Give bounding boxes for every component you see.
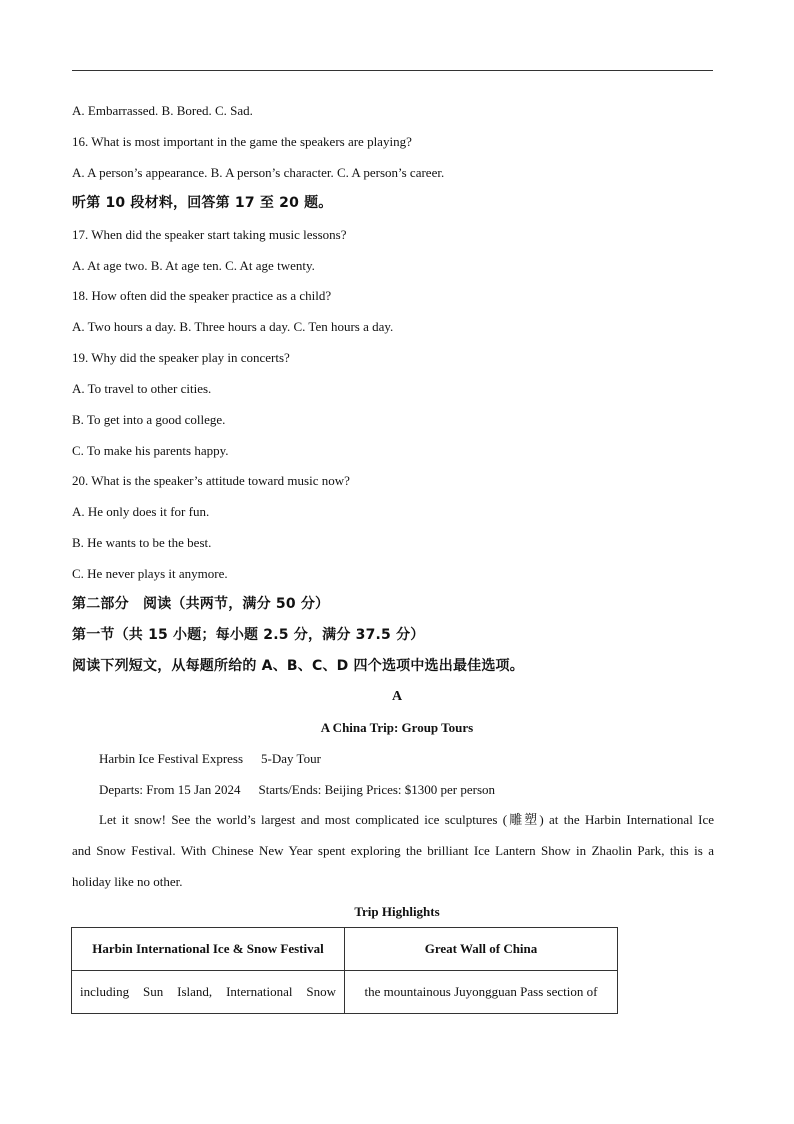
header-rule xyxy=(72,70,713,71)
trip-highlights-table xyxy=(71,927,618,1014)
departure-line xyxy=(99,781,495,799)
q16-options: A. A person’s appearance. B. A person’s character. C. A person’s career. xyxy=(72,165,445,180)
section-1-heading: 第一节（共 15 小题；每小题 2.5 分，满分 37.5 分） xyxy=(72,627,425,643)
q20-option-c: C. He never plays it anymore. xyxy=(72,566,228,581)
q19-option-a: A. To travel to other cities. xyxy=(72,381,212,396)
q17-question: 17. When did the speaker start taking music lessons? xyxy=(72,227,347,242)
paragraph-line-3: holiday like no other. xyxy=(72,874,183,889)
q18-question: 18. How often did the speaker practice as a child? xyxy=(72,288,332,303)
tour-length: 5-Day Tour xyxy=(261,751,321,766)
table-cell: the mountainous Juyongguan Pass section of xyxy=(345,971,618,1014)
q16-question: 16. What is most important in the game the speakers are playing? xyxy=(72,134,412,149)
passage-title: A China Trip: Group Tours xyxy=(320,720,474,735)
q20-question: 20. What is the speaker’s attitude toward music now? xyxy=(72,473,350,488)
table-header-cell: Harbin International Ice & Snow Festival xyxy=(72,928,345,971)
table-cell: including Sun Island, International Snow xyxy=(72,971,345,1014)
paragraph-line-2: and Snow Festival. With Chinese New Year spent exploring the brilliant Ice Lantern Show in Zhaolin Park, this is a xyxy=(72,843,714,858)
section-10-heading: 听第 10 段材料，回答第 17 至 20 题。 xyxy=(72,195,333,211)
table-header-cell: Great Wall of China xyxy=(345,928,618,971)
q19-option-b: B. To get into a good college. xyxy=(72,412,226,427)
reading-instructions: 阅读下列短文，从每题所给的 A、B、C、D 四个选项中选出最佳选项。 xyxy=(72,658,524,674)
tour-info-line xyxy=(99,750,321,768)
tour-name: Harbin Ice Festival Express xyxy=(99,751,244,766)
starts-ends-text: Starts/Ends: Beijing Prices: $1300 per person xyxy=(258,782,496,797)
passage-paragraph xyxy=(72,804,714,897)
highlights-title: Trip Highlights xyxy=(354,904,440,919)
q17-options: A. At age two. B. At age ten. C. At age twenty. xyxy=(72,258,315,273)
q19-question: 19. Why did the speaker play in concerts? xyxy=(72,350,290,365)
table-row xyxy=(72,971,618,1014)
part-2-heading: 第二部分 阅读（共两节，满分 50 分） xyxy=(72,596,330,612)
departs-text: Departs: From 15 Jan 2024 xyxy=(99,782,241,797)
q18-options: A. Two hours a day. B. Three hours a day. C. Ten hours a day. xyxy=(72,319,394,334)
passage-letter: A xyxy=(391,689,403,704)
table-header-row xyxy=(72,928,618,971)
q15-options: A. Embarrassed. B. Bored. C. Sad. xyxy=(72,103,253,118)
paragraph-line-1: Let it snow! See the world’s largest and most complicated ice sculptures (雕塑) at the Harbin International Ice xyxy=(99,812,714,827)
q19-option-c: C. To make his parents happy. xyxy=(72,443,229,458)
q20-option-a: A. He only does it for fun. xyxy=(72,504,210,519)
q20-option-b: B. He wants to be the best. xyxy=(72,535,212,550)
